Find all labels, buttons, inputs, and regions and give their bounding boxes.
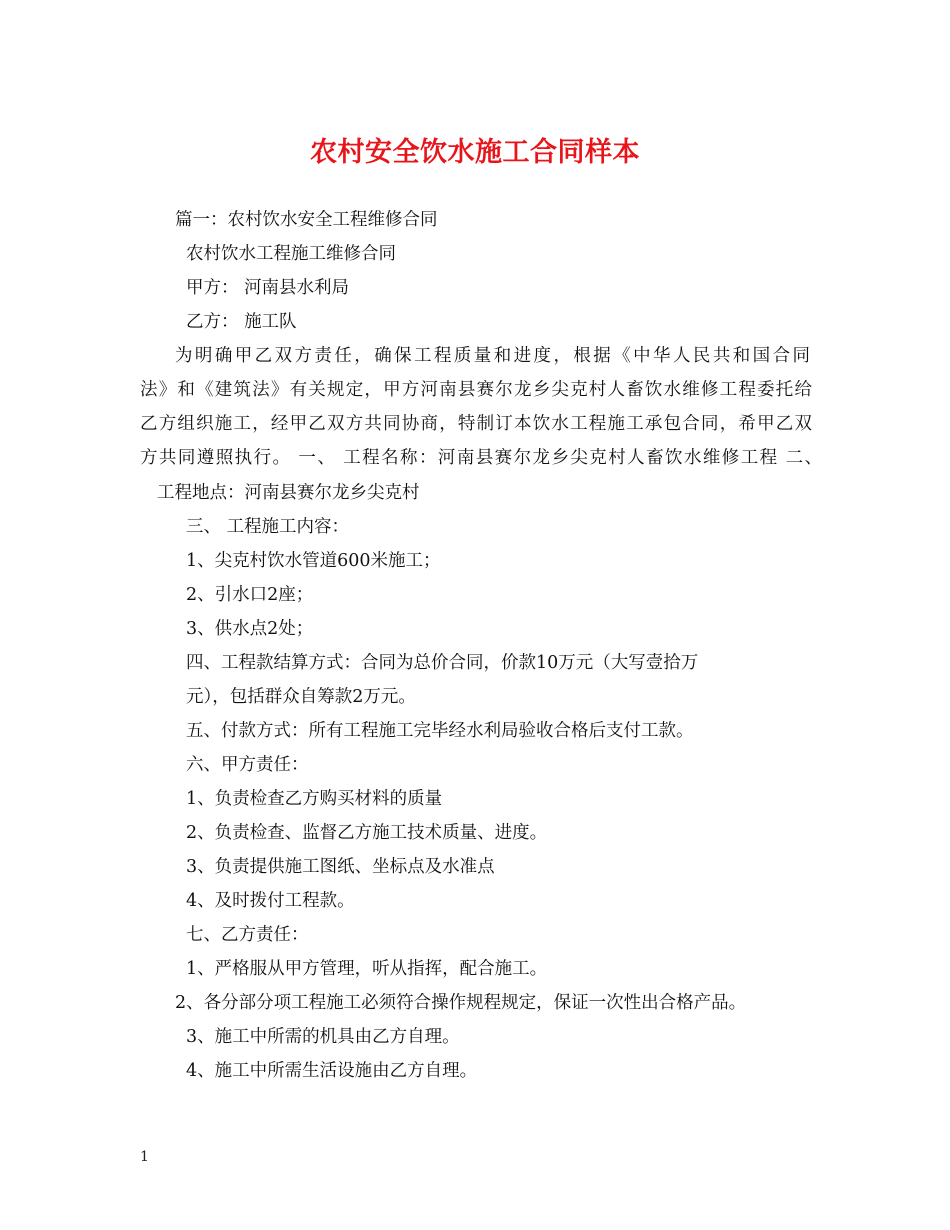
paragraph-line: 为明确甲乙双方责任，确保工程质量和进度，根据《中华人民共和国合同 <box>175 346 810 366</box>
section-five: 五、付款方式：所有工程施工完毕经水利局验收合格后支付工款。 <box>186 721 694 741</box>
list-item: 1、负责检查乙方购买材料的质量 <box>186 789 443 809</box>
list-item: 4、及时拨付工程款。 <box>186 891 355 911</box>
paragraph-line: 乙方组织施工，经甲乙双方共同协商，特制订本饮水工程施工承包合同，希甲乙双 <box>140 414 812 434</box>
paragraph-line: 法》和《建筑法》有关规定，甲方河南县赛尔龙乡尖克村人畜饮水维修工程委托给 <box>140 380 812 400</box>
section-four: 四、工程款结算方式：合同为总价合同，价款10万元（大写壹拾万 <box>186 653 699 673</box>
list-item: 1、严格服从甲方管理，听从指挥，配合施工。 <box>186 959 548 979</box>
list-item: 4、施工中所需生活设施由乙方自理。 <box>186 1061 478 1081</box>
list-item: 2、引水口2座； <box>186 585 314 605</box>
list-item: 1、尖克村饮水管道600米施工； <box>186 551 441 571</box>
page-number: 1 <box>140 1149 149 1165</box>
section-six-heading: 六、甲方责任： <box>186 755 309 775</box>
party-a: 甲方： 河南县水利局 <box>186 278 350 298</box>
project-location: 工程地点：河南县赛尔龙乡尖克村 <box>157 483 420 503</box>
list-item: 2、负责检查、监督乙方施工技术质量、进度。 <box>186 823 548 843</box>
section-seven-heading: 七、乙方责任： <box>186 925 309 945</box>
section-four-cont: 元），包括群众自筹款2万元。 <box>186 687 416 707</box>
list-item: 3、供水点2处； <box>186 619 314 639</box>
list-item: 3、施工中所需的机具由乙方自理。 <box>186 1027 460 1047</box>
document-title: 农村安全饮水施工合同样本 <box>310 137 640 168</box>
paragraph-line: 方共同遵照执行。 一、 工程名称：河南县赛尔龙乡尖克村人畜饮水维修工程 二、 <box>140 448 822 468</box>
section-three-heading: 三、 工程施工内容： <box>186 517 350 537</box>
list-item: 2、各分部分项工程施工必须符合操作规程规定，保证一次性出合格产品。 <box>175 993 747 1013</box>
party-b: 乙方： 施工队 <box>186 312 297 332</box>
contract-title: 农村饮水工程施工维修合同 <box>186 244 396 264</box>
section-heading: 篇一：农村饮水安全工程维修合同 <box>175 210 438 230</box>
list-item: 3、负责提供施工图纸、坐标点及水准点 <box>186 857 495 877</box>
